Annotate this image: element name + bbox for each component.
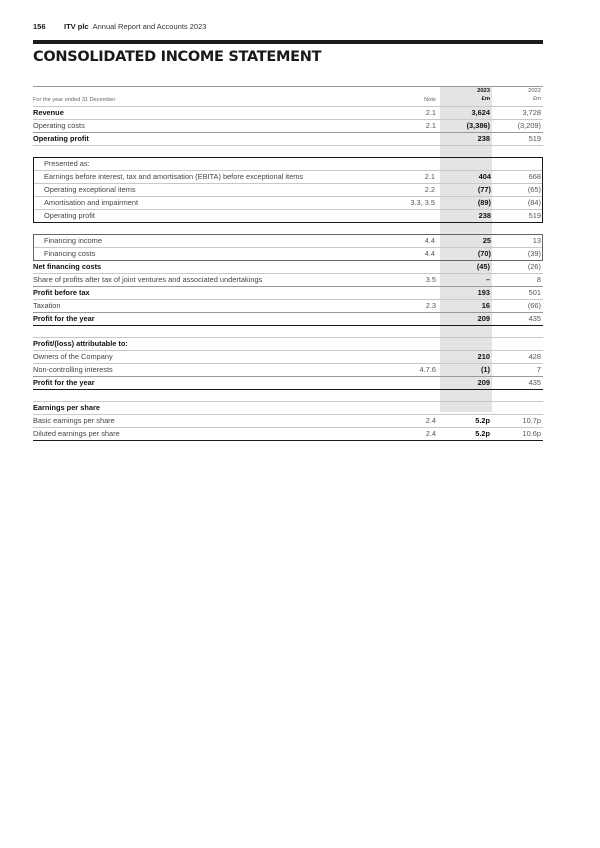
row-value-2022: (39) bbox=[527, 249, 541, 258]
row-note: 4.7.6 bbox=[419, 365, 436, 374]
spacer bbox=[33, 146, 543, 157]
row-value-2023: 25 bbox=[482, 236, 491, 245]
table-header-row bbox=[33, 87, 543, 107]
table-row-taxation bbox=[33, 300, 543, 313]
row-value-2023: 404 bbox=[478, 172, 491, 181]
table-row-financing-costs bbox=[34, 248, 542, 260]
row-label: Financing costs bbox=[44, 249, 96, 258]
row-note: 3.3, 3.5 bbox=[410, 198, 435, 207]
unit-2023: £m bbox=[481, 95, 490, 102]
table-row-basic-eps bbox=[33, 415, 543, 428]
table-row-eps-heading bbox=[33, 402, 543, 415]
row-label: Revenue bbox=[33, 108, 64, 117]
row-note: 2.1 bbox=[424, 172, 435, 181]
row-label: Amortisation and impairment bbox=[44, 198, 139, 207]
row-label: Operating profit bbox=[33, 134, 89, 143]
row-label: Share of profits after tax of joint ventures and associated undertakings bbox=[33, 275, 263, 284]
row-value-2022: 7 bbox=[536, 365, 541, 374]
report-title: Annual Report and Accounts 2023 bbox=[92, 22, 207, 31]
table-row-profit-for-the-year-attributable bbox=[33, 377, 543, 390]
table-row-presented-as bbox=[34, 158, 542, 171]
row-label: Earnings before interest, tax and amortisation (EBITA) before exceptional items bbox=[44, 172, 304, 181]
row-value-2022: 501 bbox=[528, 288, 541, 297]
row-value-2022: (3,209) bbox=[517, 121, 541, 130]
row-label: Taxation bbox=[33, 301, 61, 310]
header-divider-bar bbox=[33, 40, 543, 44]
row-note: 2.2 bbox=[424, 185, 435, 194]
table-row-revenue bbox=[33, 107, 543, 120]
page-header bbox=[33, 22, 206, 31]
row-note: 3.5 bbox=[425, 275, 436, 284]
presented-as-box bbox=[33, 157, 543, 223]
row-value-2023: 193 bbox=[477, 288, 490, 297]
year-2023: 2023 bbox=[477, 88, 490, 94]
row-label: Operating exceptional items bbox=[44, 185, 136, 194]
row-label: Basic earnings per share bbox=[33, 416, 115, 425]
row-value-2022: 519 bbox=[528, 134, 541, 143]
period-label: For the year ended 31 December bbox=[33, 97, 116, 103]
table-row-attributable-heading bbox=[33, 338, 543, 351]
row-value-2023: 209 bbox=[477, 314, 490, 323]
row-value-2022: 13 bbox=[532, 236, 541, 245]
row-label: Profit before tax bbox=[33, 288, 90, 297]
spacer bbox=[33, 223, 543, 234]
row-label: Presented as: bbox=[44, 159, 90, 168]
row-value-2022: 10.6p bbox=[522, 429, 541, 438]
row-value-2023: (45) bbox=[476, 262, 490, 271]
table-row-amortisation-impairment bbox=[34, 197, 542, 210]
table-row-owners-of-company bbox=[33, 351, 543, 364]
table-row-operating-costs bbox=[33, 120, 543, 133]
year-2022: 2022 bbox=[528, 88, 541, 94]
table-row-share-of-jv-profits bbox=[33, 274, 543, 287]
table-row-diluted-eps bbox=[33, 428, 543, 441]
row-label: Diluted earnings per share bbox=[33, 429, 120, 438]
table-row-net-financing-costs bbox=[33, 261, 543, 274]
row-note: 2.4 bbox=[425, 416, 436, 425]
row-note: 2.1 bbox=[425, 108, 436, 117]
column-header-2022 bbox=[491, 88, 541, 103]
unit-2022: £m bbox=[532, 95, 541, 102]
row-label: Operating profit bbox=[44, 211, 95, 220]
row-value-2023: 3,624 bbox=[471, 108, 490, 117]
row-value-2022: 3,728 bbox=[522, 108, 541, 117]
page-number: 156 bbox=[33, 22, 46, 31]
spacer bbox=[33, 326, 543, 338]
row-label: Earnings per share bbox=[33, 403, 100, 412]
company-name: ITV plc bbox=[64, 22, 89, 31]
row-value-2023: 5.2p bbox=[475, 429, 490, 438]
table-row-profit-for-the-year bbox=[33, 313, 543, 326]
row-value-2022: 8 bbox=[536, 275, 541, 284]
table-row-financing-income bbox=[34, 235, 542, 248]
row-value-2023: 238 bbox=[477, 134, 490, 143]
row-note: 2.4 bbox=[425, 429, 436, 438]
note-column-header: Note bbox=[424, 97, 436, 103]
row-label: Financing income bbox=[44, 236, 102, 245]
row-value-2022: 519 bbox=[528, 211, 541, 220]
row-value-2023: (89) bbox=[477, 198, 491, 207]
row-label: Profit for the year bbox=[33, 378, 95, 387]
financing-box bbox=[33, 234, 543, 261]
row-value-2022: (26) bbox=[527, 262, 541, 271]
row-label: Operating costs bbox=[33, 121, 85, 130]
row-note: 2.1 bbox=[425, 121, 436, 130]
row-label: Owners of the Company bbox=[33, 352, 113, 361]
row-value-2022: 435 bbox=[528, 314, 541, 323]
row-value-2023: 210 bbox=[477, 352, 490, 361]
table-row-ebita bbox=[34, 171, 542, 184]
row-value-2022: 10.7p bbox=[522, 416, 541, 425]
row-value-2023: 238 bbox=[478, 211, 491, 220]
row-label: Profit/(loss) attributable to: bbox=[33, 339, 128, 348]
row-value-2023: (3,386) bbox=[466, 121, 490, 130]
row-value-2022: 668 bbox=[528, 172, 541, 181]
row-label: Net financing costs bbox=[33, 262, 102, 271]
row-value-2023: (70) bbox=[477, 249, 491, 258]
row-value-2023: – bbox=[485, 275, 490, 284]
row-value-2022: 428 bbox=[528, 352, 541, 361]
row-value-2023: (77) bbox=[477, 185, 491, 194]
row-value-2023: 209 bbox=[477, 378, 490, 387]
row-value-2022: (84) bbox=[527, 198, 541, 207]
spacer bbox=[33, 390, 543, 402]
row-value-2022: 435 bbox=[528, 378, 541, 387]
row-note: 4.4 bbox=[424, 249, 435, 258]
row-note: 2.3 bbox=[425, 301, 436, 310]
row-note: 4.4 bbox=[424, 236, 435, 245]
row-value-2023: 5.2p bbox=[475, 416, 490, 425]
page-title: CONSOLIDATED INCOME STATEMENT bbox=[33, 49, 322, 65]
row-value-2023: (1) bbox=[480, 365, 490, 374]
column-header-2023 bbox=[440, 88, 490, 103]
table-row-operating-profit bbox=[33, 133, 543, 146]
income-statement-table bbox=[33, 86, 543, 441]
row-value-2022: (66) bbox=[527, 301, 541, 310]
row-label: Profit for the year bbox=[33, 314, 95, 323]
table-row-operating-exceptional-items bbox=[34, 184, 542, 197]
table-row-operating-profit-presented bbox=[34, 210, 542, 222]
row-label: Non-controlling interests bbox=[33, 365, 113, 374]
row-value-2022: (65) bbox=[527, 185, 541, 194]
table-row-non-controlling-interests bbox=[33, 364, 543, 377]
table-row-profit-before-tax bbox=[33, 287, 543, 300]
row-value-2023: 16 bbox=[481, 301, 490, 310]
